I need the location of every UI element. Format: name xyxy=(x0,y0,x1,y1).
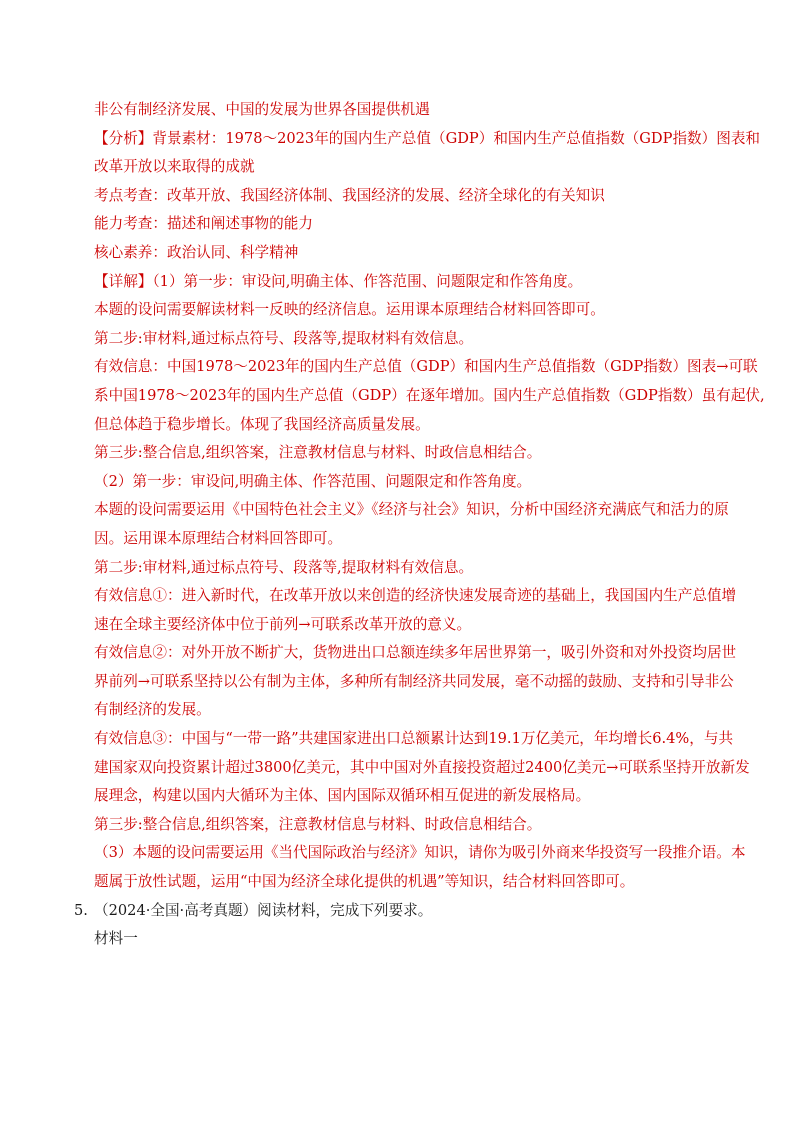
text-line: 【详解】（1）第一步：审设问,明确主体、作答范围、问题限定和作答角度。 xyxy=(94,272,583,290)
text-line: 【分析】背景素材：1978～2023年的国内生产总值（GDP）和国内生产总值指数（GDP指数）图表和 xyxy=(94,129,761,147)
text-line: 建国家双向投资累计超过3800亿美元，其中中国对外直接投资超过2400亿美元→可联系坚持开放新发 xyxy=(94,758,750,776)
material-label: 材料一 xyxy=(94,930,138,948)
question-number: 5. xyxy=(74,901,88,919)
question-text: （2024·全国·高考真题）阅读材料，完成下列要求。 xyxy=(94,901,433,919)
text-line: 本题的设问需要解读材料一反映的经济信息。运用课本原理结合材料回答即可。 xyxy=(94,301,605,319)
text-line: 展理念，构建以国内大循环为主体、国内国际双循环相互促进的新发展格局。 xyxy=(94,787,591,805)
text-line: 改革开放以来取得的成就 xyxy=(94,158,255,176)
text-line: 有效信息①：进入新时代，在改革开放以来创造的经济快速发展奇迹的基础上，我国国内生产总值增 xyxy=(94,587,737,605)
text-line: 第二步:审材料,通过标点符号、段落等,提取材料有效信息。 xyxy=(94,329,474,347)
text-line: 有效信息②：对外开放不断扩大，货物进出口总额连续多年居世界第一，吸引外资和对外投资均居世 xyxy=(94,644,737,662)
text-line: 题属于放性试题，运用“中国为经济全球化提供的机遇”等知识，结合材料回答即可。 xyxy=(94,873,635,891)
text-line: 非公有制经济发展、中国的发展为世界各国提供机遇 xyxy=(94,101,430,118)
text-line: 考点考查：改革开放、我国经济体制、我国经济的发展、经济全球化的有关知识 xyxy=(94,186,605,204)
text-line: 系中国1978～2023年的国内生产总值（GDP）在逐年增加。国内生产总值指数（GDP指数）虽有起伏, xyxy=(94,386,765,404)
text-line: 第二步:审材料,通过标点符号、段落等,提取材料有效信息。 xyxy=(94,558,474,576)
text-line: 界前列→可联系坚持以公有制为主体，多种所有制经济共同发展，毫不动摇的鼓励、支持和引导非公 xyxy=(94,672,734,690)
text-line: （2）第一步：审设问,明确主体、作答范围、问题限定和作答角度。 xyxy=(94,472,532,490)
text-line: 因。运用课本原理结合材料回答即可。 xyxy=(94,529,343,547)
text-line: 能力考查：描述和阐述事物的能力 xyxy=(94,215,313,233)
text-line: 第三步:整合信息,组织答案，注意教材信息与材料、时政信息相结合。 xyxy=(94,444,542,462)
text-line: 第三步:整合信息,组织答案，注意教材信息与材料、时政信息相结合。 xyxy=(94,815,542,833)
text-line: 但总体趋于稳步增长。体现了我国经济高质量发展。 xyxy=(94,415,430,433)
answer-analysis xyxy=(74,96,765,954)
text-line: 本题的设问需要运用《中国特色社会主义》《经济与社会》知识，分析中国经济充满底气和活力的原 xyxy=(94,501,729,519)
text-line: 有制经济的发展。 xyxy=(94,701,211,719)
text-line: 速在全球主要经济体中位于前列→可联系改革开放的意义。 xyxy=(94,615,472,633)
text-line: 有效信息③：中国与“一带一路”共建国家进出口总额累计达到19.1万亿美元，年均增长6.4%，与共 xyxy=(94,730,734,748)
text-line: 核心素养：政治认同、科学精神 xyxy=(94,243,299,261)
question-header xyxy=(74,897,734,926)
text-line: 有效信息：中国1978～2023年的国内生产总值（GDP）和国内生产总值指数（GDP指数）图表→可联 xyxy=(94,358,758,376)
text-line: （3）本题的设问需要运用《当代国际政治与经济》知识，请你为吸引外商来华投资写一段推介语。本 xyxy=(94,844,746,862)
